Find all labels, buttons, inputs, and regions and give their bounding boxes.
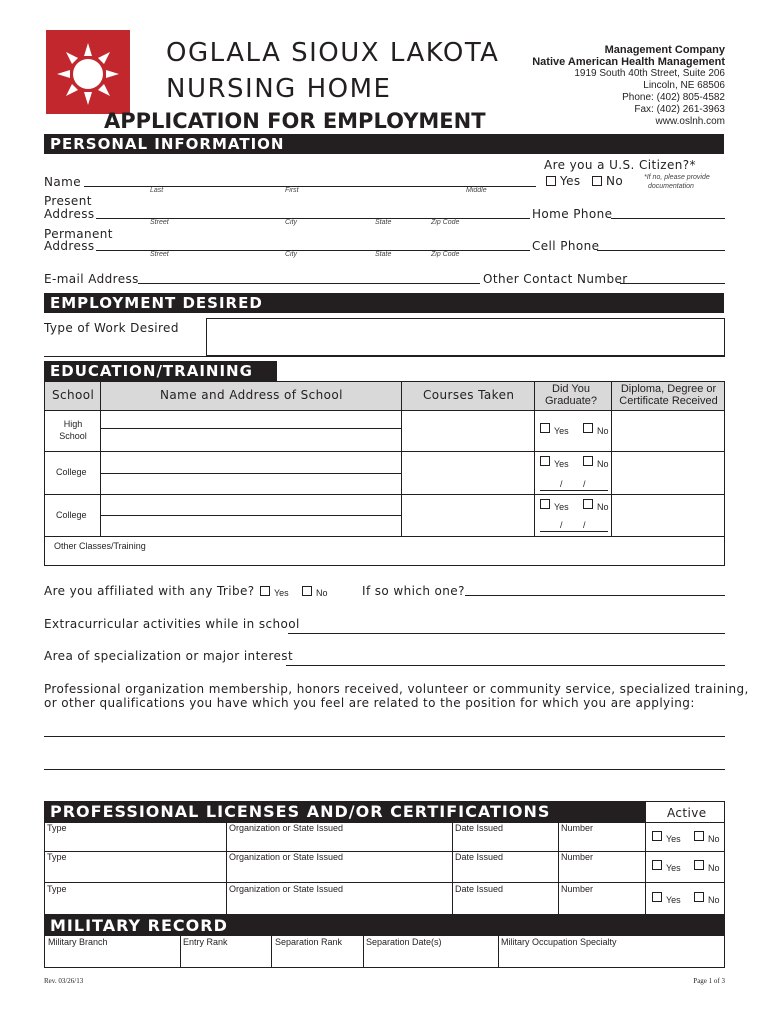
edu-row-college-1: College	[56, 467, 87, 477]
present-label: Present	[44, 194, 92, 208]
edu-row-high-school	[46, 418, 100, 442]
permanent-address-label: Address	[44, 239, 95, 253]
edu-row1-yes-checkbox[interactable]	[540, 423, 550, 433]
education-header-rule	[44, 410, 725, 411]
military-occupation-label: Military Occupation Specialty	[501, 937, 617, 947]
col-diploma-line2: Certificate Received	[619, 395, 718, 407]
personal-info-header	[44, 134, 724, 154]
license-row3-no-label: No	[708, 895, 720, 905]
other-classes-label: Other Classes/Training	[54, 541, 146, 551]
last-sublabel: Last	[150, 187, 164, 194]
licenses-active-divider	[645, 801, 646, 915]
license-row1-no-checkbox[interactable]	[694, 831, 704, 841]
professional-answer-line-2[interactable]	[44, 769, 725, 770]
org-subname: NURSING HOME	[166, 74, 392, 104]
col-diploma-line1: Diploma, Degree or	[620, 383, 717, 395]
col-graduated	[534, 383, 608, 407]
edu-row2-yes-checkbox[interactable]	[540, 456, 550, 466]
professional-question-2: or other qualifications you have which you feel are related to the position for which you are applying:	[44, 696, 695, 710]
work-desired-label: Type of Work Desired	[44, 321, 179, 335]
tribe-which-field[interactable]	[465, 595, 725, 596]
license-row2-number: Number	[561, 852, 594, 862]
employment-header	[44, 293, 724, 313]
management-phone: Phone: (402) 805-4582	[622, 92, 725, 103]
edu-row3-date-slash-1: /	[560, 520, 563, 530]
edu-row1-yes-label: Yes	[554, 426, 569, 436]
specialization-field[interactable]	[286, 665, 725, 666]
edu-row2-yes-label: Yes	[554, 459, 569, 469]
present-address-label: Address	[44, 207, 95, 221]
edu-row3-yes-label: Yes	[554, 502, 569, 512]
management-fax: Fax: (402) 261-3963	[634, 104, 725, 115]
tribe-no-checkbox[interactable]	[302, 586, 312, 596]
row-high-label-1: High	[63, 419, 83, 429]
licenses-row-rule-2	[44, 882, 725, 883]
licenses-header	[45, 802, 645, 822]
license-row3-yes-checkbox[interactable]	[652, 892, 662, 902]
military-branch-label: Military Branch	[48, 937, 108, 947]
work-desired-input[interactable]	[206, 318, 725, 356]
tribe-yes-label: Yes	[274, 588, 289, 598]
edu-row1-no-checkbox[interactable]	[583, 423, 593, 433]
citizen-yes-label: Yes	[560, 174, 581, 188]
personal-info-title: PERSONAL INFORMATION	[50, 135, 285, 153]
license-row3-yes-label: Yes	[666, 895, 681, 905]
management-block	[532, 44, 725, 128]
license-row1-date: Date Issued	[455, 823, 504, 833]
extracurricular-field[interactable]	[288, 633, 725, 634]
education-top-rule	[44, 356, 725, 357]
citizen-no-checkbox[interactable]	[592, 176, 602, 186]
edu-row2-no-label: No	[597, 459, 609, 469]
military-separation-rank-label: Separation Rank	[275, 937, 343, 947]
email-label: E-mail Address	[44, 272, 139, 286]
licenses-title: PROFESSIONAL LICENSES AND/OR CERTIFICATIONS	[50, 802, 551, 821]
edu-row3-no-label: No	[597, 502, 609, 512]
citizen-note: *If no, please provide	[644, 174, 710, 181]
edu-row3-date-field[interactable]	[540, 531, 608, 532]
permanent-zip-sublabel: Zip Code	[431, 251, 460, 258]
tribe-which-label: If so which one?	[362, 584, 465, 598]
edu-row2-no-checkbox[interactable]	[583, 456, 593, 466]
col-school-name: Name and Address of School	[160, 388, 343, 402]
revision-date: Rev. 03/26/13	[44, 977, 84, 985]
edu-row3-yes-checkbox[interactable]	[540, 499, 550, 509]
licenses-header-rule	[44, 822, 725, 823]
management-city: Lincoln, NE 68506	[643, 80, 725, 91]
page-number: Page 1 of 3	[693, 977, 725, 985]
middle-sublabel: Middle	[466, 187, 487, 194]
col-diploma	[612, 383, 725, 407]
professional-question-1: Professional organization membership, honors received, volunteer or community service, specialized training,	[44, 682, 749, 696]
citizen-no-label: No	[606, 174, 624, 188]
license-row3-no-checkbox[interactable]	[694, 892, 704, 902]
military-divider-3	[363, 936, 364, 968]
edu-row2-date-slash-1: /	[560, 479, 563, 489]
document-title: APPLICATION FOR EMPLOYMENT	[104, 109, 486, 133]
license-row2-yes-label: Yes	[666, 863, 681, 873]
cell-phone-label: Cell Phone	[532, 239, 600, 253]
present-zip-sublabel: Zip Code	[431, 219, 460, 226]
military-divider-2	[271, 936, 272, 968]
tribe-yes-checkbox[interactable]	[260, 586, 270, 596]
col-courses: Courses Taken	[423, 388, 515, 402]
military-separation-date-label: Separation Date(s)	[366, 937, 442, 947]
license-row3-org: Organization or State Issued	[229, 884, 344, 894]
license-row1-no-label: No	[708, 834, 720, 844]
edu-row1-no-label: No	[597, 426, 609, 436]
military-entry-rank-label: Entry Rank	[183, 937, 228, 947]
edu-inner-1	[100, 428, 401, 429]
home-phone-field[interactable]	[611, 218, 725, 219]
military-header	[45, 916, 724, 936]
license-row3-type: Type	[47, 884, 67, 894]
citizen-question: Are you a U.S. Citizen?*	[544, 158, 696, 172]
edu-divider-4	[611, 381, 612, 536]
professional-answer-line-1[interactable]	[44, 736, 725, 737]
military-title: MILITARY RECORD	[50, 916, 228, 935]
military-divider-1	[180, 936, 181, 968]
tribe-question: Are you affiliated with any Tribe?	[44, 584, 255, 598]
active-column-label: Active	[667, 806, 707, 820]
licenses-divider-3	[558, 822, 559, 915]
license-row3-number: Number	[561, 884, 594, 894]
other-contact-field[interactable]	[620, 283, 725, 284]
sun-star-icon	[46, 30, 130, 114]
license-row2-no-checkbox[interactable]	[694, 860, 704, 870]
license-row2-yes-checkbox[interactable]	[652, 860, 662, 870]
license-row1-org: Organization or State Issued	[229, 823, 344, 833]
edu-row3-no-checkbox[interactable]	[583, 499, 593, 509]
license-row1-type: Type	[47, 823, 67, 833]
license-row1-number: Number	[561, 823, 594, 833]
edu-row2-date-field[interactable]	[540, 490, 608, 491]
licenses-divider-2	[452, 822, 453, 915]
military-divider-4	[498, 936, 499, 968]
other-contact-label: Other Contact Number	[483, 272, 628, 286]
edu-row2-date-slash-2: /	[583, 479, 586, 489]
name-label: Name	[44, 175, 82, 189]
edu-row-rule-1	[44, 451, 725, 452]
license-row2-type: Type	[47, 852, 67, 862]
management-name: Native American Health Management	[532, 56, 725, 68]
present-state-sublabel: State	[375, 219, 392, 226]
licenses-row-rule-1	[44, 851, 725, 852]
col-graduated-line2: Graduate?	[545, 395, 597, 407]
edu-row-rule-2	[44, 494, 725, 495]
management-website: www.oslnh.com	[655, 116, 725, 127]
cell-phone-field[interactable]	[597, 250, 725, 251]
edu-divider-2	[401, 381, 402, 536]
first-sublabel: First	[285, 187, 299, 194]
permanent-city-sublabel: City	[285, 251, 298, 258]
edu-inner-3	[100, 515, 401, 516]
logo	[46, 30, 130, 114]
edu-divider-3	[534, 381, 535, 536]
license-row1-yes-label: Yes	[666, 834, 681, 844]
permanent-state-sublabel: State	[375, 251, 392, 258]
management-label: Management Company	[604, 44, 725, 56]
present-city-sublabel: City	[285, 219, 298, 226]
license-row2-no-label: No	[708, 863, 720, 873]
tribe-no-label: No	[316, 588, 328, 598]
home-phone-label: Home Phone	[532, 207, 613, 221]
education-title: EDUCATION/TRAINING	[50, 362, 253, 380]
org-name: OGLALA SIOUX LAKOTA	[166, 38, 500, 68]
license-row1-yes-checkbox[interactable]	[652, 831, 662, 841]
edu-row3-date-slash-2: /	[583, 520, 586, 530]
col-school: School	[52, 388, 95, 402]
edu-inner-2	[100, 473, 401, 474]
edu-row-rule-3	[44, 536, 725, 537]
present-street-sublabel: Street	[150, 219, 169, 226]
specialization-label: Area of specialization or major interest	[44, 649, 294, 663]
citizen-note-2: documentation	[648, 183, 694, 190]
education-header	[44, 361, 277, 381]
employment-title: EMPLOYMENT DESIRED	[50, 294, 263, 312]
permanent-label: Permanent	[44, 227, 113, 241]
license-row2-org: Organization or State Issued	[229, 852, 344, 862]
col-graduated-line1: Did You	[552, 383, 590, 395]
edu-divider-1	[100, 381, 101, 536]
citizen-yes-checkbox[interactable]	[546, 176, 556, 186]
management-address: 1919 South 40th Street, Suite 206	[574, 68, 725, 79]
license-row3-date: Date Issued	[455, 884, 504, 894]
license-row2-date: Date Issued	[455, 852, 504, 862]
extracurricular-label: Extracurricular activities while in school	[44, 617, 300, 631]
edu-row-college-2: College	[56, 510, 87, 520]
email-field[interactable]	[138, 283, 480, 284]
row-high-label-2: School	[59, 431, 87, 441]
permanent-street-sublabel: Street	[150, 251, 169, 258]
licenses-divider-1	[226, 822, 227, 915]
